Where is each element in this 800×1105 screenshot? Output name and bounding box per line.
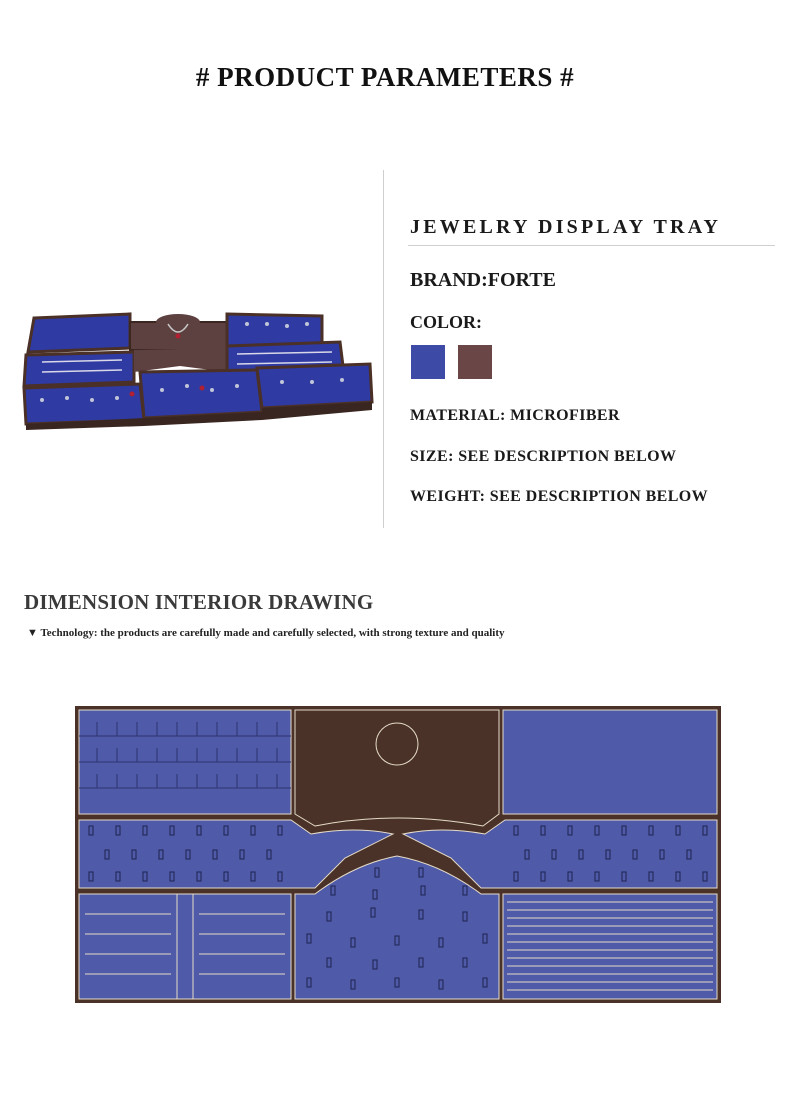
color-label: COLOR: bbox=[410, 312, 482, 332]
color-swatch-brown bbox=[458, 345, 492, 379]
color-swatch-blue bbox=[411, 345, 445, 379]
vertical-divider bbox=[383, 170, 384, 528]
technology-note bbox=[27, 627, 504, 639]
title-underline bbox=[408, 245, 775, 246]
technology-text: Technology: the products are carefully made and carefully selected, with strong texture and quality bbox=[40, 627, 505, 639]
interior-drawing bbox=[75, 706, 721, 1003]
dimension-title: DIMENSION INTERIOR DRAWING bbox=[24, 590, 374, 614]
plain-tray-top-right bbox=[503, 710, 717, 814]
triangle-down-icon: ▼ bbox=[27, 627, 38, 639]
bracelet-tray-bottom-left bbox=[79, 894, 291, 999]
material-spec: MATERIAL: MICROFIBER bbox=[410, 407, 620, 424]
brand-label: BRAND:FORTE bbox=[410, 269, 556, 291]
product-name: JEWELRY DISPLAY TRAY bbox=[410, 216, 722, 238]
size-spec: SIZE: SEE DESCRIPTION BELOW bbox=[410, 448, 677, 465]
product-photo bbox=[22, 300, 374, 430]
page-title: # PRODUCT PARAMETERS # bbox=[195, 62, 575, 92]
weight-spec: WEIGHT: SEE DESCRIPTION BELOW bbox=[410, 488, 709, 505]
necklace-panel bbox=[295, 710, 499, 826]
